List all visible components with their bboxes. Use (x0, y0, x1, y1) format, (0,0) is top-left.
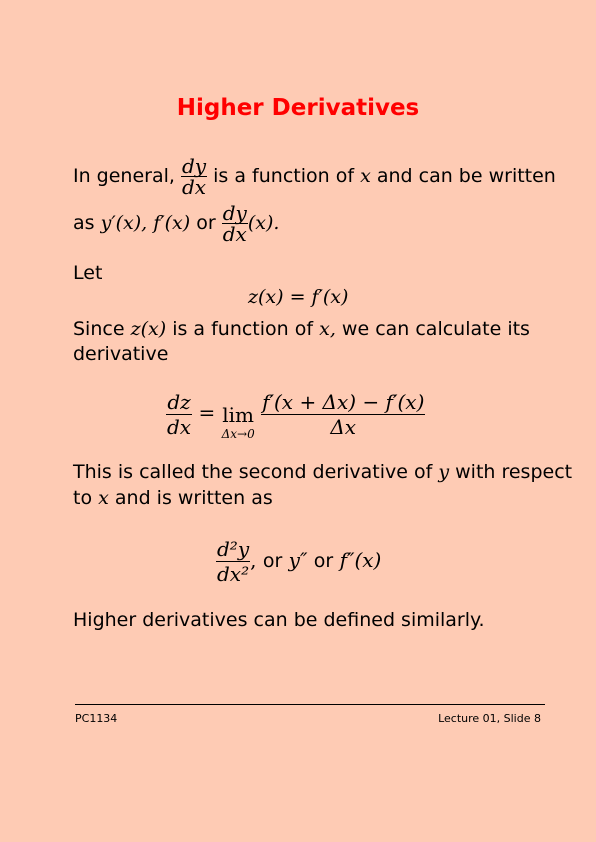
text-derivative: derivative (73, 343, 169, 365)
slide-title: Higher Derivatives (176, 95, 420, 121)
math-f-prime: f′(x) (153, 212, 191, 234)
text-is-function: is a function of (213, 165, 355, 187)
math-x: x (360, 165, 371, 187)
text-or-2: or (313, 550, 334, 572)
math-of-x: (x). (247, 212, 280, 234)
fraction-d2y-dx2 (216, 537, 250, 586)
fraction-dy-dx (181, 156, 207, 197)
math-x: x, (319, 318, 336, 340)
equals-sign: = (198, 400, 216, 425)
fraction-numerator: f′(x + Δx) − f′(x) (262, 389, 425, 414)
math-zx: z(x) (130, 318, 167, 340)
text-or: or (196, 212, 216, 234)
equation-limit-definition (166, 387, 425, 441)
text-closing: Higher derivatives can be defined similarly. (73, 609, 485, 631)
text-since: Since (73, 318, 125, 340)
text-is-written-as: and is written as (114, 487, 273, 509)
paragraph-to-x (73, 489, 273, 508)
paragraph-second-derivative (73, 463, 572, 482)
text-this-is-called: This is called the second derivative of (73, 461, 433, 483)
fraction-dz-dx (166, 390, 192, 439)
text-as: as (73, 212, 95, 234)
math-f-double-prime: f″(x) (339, 548, 382, 572)
fraction-denominator: Δx (330, 414, 357, 439)
fraction-numerator: dz (167, 389, 191, 414)
paragraph-line-2 (73, 203, 279, 244)
lim-subscript: Δx→0 (221, 427, 255, 441)
equation-second-derivative-notation (216, 537, 381, 586)
fraction-difference-quotient (261, 390, 425, 439)
text-can-be-written: and can be written (376, 165, 556, 187)
fraction-denominator: dx² (217, 562, 250, 586)
paragraph-line-1 (73, 156, 556, 197)
math-y-double-prime: y″ (288, 548, 308, 572)
fraction-denominator: dx (182, 175, 207, 199)
text-is-function-of: is a function of (172, 318, 314, 340)
fraction-numerator: dy (182, 154, 207, 178)
math-y-prime: y′(x), (100, 212, 148, 234)
footer-rule (75, 704, 545, 705)
math-x: x (98, 487, 109, 509)
comma: , (250, 548, 257, 572)
fraction-denominator: dx (222, 222, 247, 246)
footer-slide-number: Lecture 01, Slide 8 (438, 712, 541, 725)
equation-z-equals-fprime: z(x) = f′(x) (248, 286, 349, 308)
fraction-denominator: dx (167, 414, 192, 439)
lim-text: lim (222, 403, 255, 427)
text-let: Let (73, 262, 103, 284)
fraction-numerator: d²y (217, 537, 250, 561)
math-y: y (438, 461, 450, 483)
footer-course-code: PC1134 (75, 712, 118, 725)
paragraph-since (73, 320, 530, 339)
limit-operator (222, 387, 255, 441)
text-we-can-calculate: we can calculate its (341, 318, 530, 340)
text-with-respect: with respect (455, 461, 573, 483)
text-or-1: or (262, 550, 283, 572)
fraction-dy-dx-2 (222, 203, 248, 244)
fraction-numerator: dy (222, 201, 247, 225)
text-in-general: In general, (73, 165, 175, 187)
text-to: to (73, 487, 93, 509)
